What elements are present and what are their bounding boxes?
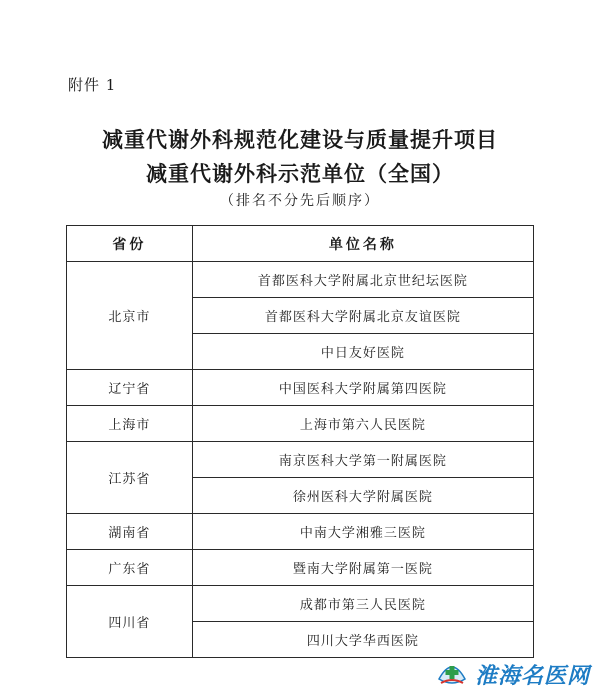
table-row <box>67 262 534 298</box>
unit-name-cell: 中国医科大学附属第四医院 <box>192 370 533 406</box>
province-cell: 北京市 <box>67 262 193 370</box>
table-row <box>67 370 534 406</box>
province-cell: 四川省 <box>67 586 193 658</box>
table-row <box>67 406 534 442</box>
watermark-text: 淮海名医网 <box>474 663 590 689</box>
caduceus-icon <box>435 657 469 691</box>
unit-name-cell: 首都医科大学附属北京世纪坛医院 <box>192 262 533 298</box>
ordering-note: （排名不分先后顺序） <box>220 193 380 209</box>
units-table-body <box>67 262 534 658</box>
table-row <box>67 586 534 622</box>
province-cell: 广东省 <box>67 550 193 586</box>
unit-name-cell: 南京医科大学第一附属医院 <box>192 442 533 478</box>
province-cell: 湖南省 <box>67 514 193 550</box>
province-cell: 辽宁省 <box>67 370 193 406</box>
unit-name-cell: 首都医科大学附属北京友谊医院 <box>192 298 533 334</box>
unit-name-cell: 中南大学湘雅三医院 <box>192 514 533 550</box>
province-header: 省份 <box>67 226 193 262</box>
table-row <box>67 442 534 478</box>
document-title: 减重代谢外科规范化建设与质量提升项目 <box>102 127 498 152</box>
table-row <box>67 514 534 550</box>
province-cell: 上海市 <box>67 406 193 442</box>
table-header-row <box>67 226 534 262</box>
province-cell: 江苏省 <box>67 442 193 514</box>
units-table <box>66 225 534 658</box>
unit-name-cell: 成都市第三人民医院 <box>192 586 533 622</box>
unit-name-cell: 上海市第六人民医院 <box>192 406 533 442</box>
document-subtitle: 减重代谢外科示范单位（全国） <box>146 161 454 186</box>
unit-name-cell: 四川大学华西医院 <box>192 622 533 658</box>
attachment-label: 附件 1 <box>68 76 117 94</box>
site-logo <box>435 657 590 691</box>
unit-name-cell: 暨南大学附属第一医院 <box>192 550 533 586</box>
unit-name-header: 单位名称 <box>192 226 533 262</box>
unit-name-cell: 徐州医科大学附属医院 <box>192 478 533 514</box>
unit-name-cell: 中日友好医院 <box>192 334 533 370</box>
table-row <box>67 550 534 586</box>
